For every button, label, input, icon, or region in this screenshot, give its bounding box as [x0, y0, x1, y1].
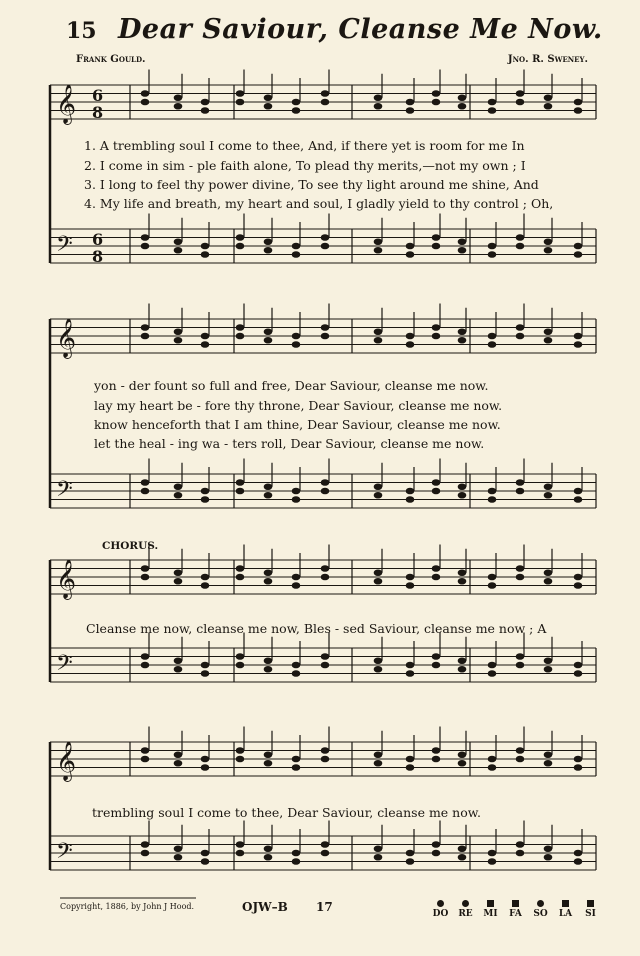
system-3-bass-note [201, 662, 210, 669]
lyricist-credit: Frank Gould. [76, 54, 146, 65]
system-3-bass-note [292, 670, 301, 677]
system-3-bass-note [236, 662, 245, 669]
system-1-bass-note [432, 243, 441, 250]
system-4-treble-note [574, 764, 583, 771]
system-3-treble-note [174, 578, 183, 585]
system-3-bass-note [432, 662, 441, 669]
system-1-bass-note [374, 247, 383, 254]
system-4-treble-note [321, 756, 330, 763]
system-1-bass-note [544, 238, 553, 245]
system-4-treble-note [321, 747, 330, 754]
system-4-treble-note [516, 756, 525, 763]
system-2-treble-note [174, 328, 183, 335]
system-2-treble-note [321, 324, 330, 331]
system-2-bass-note [374, 483, 383, 490]
system-3-treble-note [544, 578, 553, 585]
system-2-bass-note [264, 483, 273, 490]
bass-clef-icon: 𝄢 [56, 477, 73, 507]
system-2-treble-note [201, 341, 210, 348]
system-3-treble-note [321, 565, 330, 572]
system-2-bass-note [321, 488, 330, 495]
system-1-bass-note [201, 251, 210, 258]
system-4-treble-note [374, 760, 383, 767]
system-4-bass-note [574, 850, 583, 857]
treble-clef-icon: 𝄞 [56, 559, 77, 599]
system-2-bass-note [174, 483, 183, 490]
system-3-bass-note [458, 657, 467, 664]
system-3-treble-note [458, 569, 467, 576]
shape-note-icon [487, 900, 494, 907]
system-4-bass-note [174, 854, 183, 861]
system-3-treble-note [321, 574, 330, 581]
system-1-bass-note [406, 243, 415, 250]
system-4-treble-note [174, 751, 183, 758]
system-2-treble-note [574, 333, 583, 340]
system-2-treble-note [201, 333, 210, 340]
system-3-bass-note [374, 657, 383, 664]
system-3-bass-note [574, 670, 583, 677]
system-1-treble-note [574, 107, 583, 114]
system-3-bass-note [458, 666, 467, 673]
system-2-treble-note [264, 337, 273, 344]
system-4-treble-note [141, 756, 150, 763]
system-1-treble-note [374, 103, 383, 110]
system-4-bass-note [458, 854, 467, 861]
system-4-bass-note [321, 841, 330, 848]
system-1-bass-note [432, 234, 441, 241]
verse-line-3: know henceforth that I am thine, Dear Saviour, cleanse me now. [94, 417, 501, 432]
system-4-bass-note [201, 858, 210, 865]
system-4-treble-note [264, 751, 273, 758]
system-4-bass-note [516, 841, 525, 848]
chorus-lyric-line-2: trembling soul I come to thee, Dear Saviour, cleanse me now. [92, 805, 481, 820]
system-3-bass-note [432, 653, 441, 660]
system-1-treble-note [406, 107, 415, 114]
system-3-bass-note [236, 653, 245, 660]
system-4-treble-note [516, 747, 525, 754]
system-1-bass-note [321, 243, 330, 250]
system-1-bass-note [141, 234, 150, 241]
system-2-bass-note [141, 479, 150, 486]
system-1-treble-note [574, 99, 583, 106]
time-signature-bottom: 8 [92, 247, 104, 266]
system-1-bass-note [236, 234, 245, 241]
shape-note-icon [437, 900, 444, 907]
system-3-treble-note [236, 565, 245, 572]
system-4-bass-note [236, 841, 245, 848]
solfa-fa: FA [503, 900, 528, 919]
system-3-bass-note [488, 670, 497, 677]
system-4-treble-note [544, 751, 553, 758]
system-1-bass-note [321, 234, 330, 241]
system-2-bass-note [516, 488, 525, 495]
system-2-treble-note [432, 324, 441, 331]
system-1-bass-note [488, 251, 497, 258]
system-4-treble-note [488, 764, 497, 771]
time-signature-bottom: 8 [92, 103, 104, 122]
system-1-bass-note [458, 238, 467, 245]
system-1-treble-note [292, 107, 301, 114]
bass-clef-icon: 𝄢 [56, 651, 73, 681]
system-2-bass-note [488, 496, 497, 503]
system-3-bass-note [174, 657, 183, 664]
system-3-treble-note [292, 574, 301, 581]
system-1-treble-note [236, 99, 245, 106]
system-2-bass-note [544, 483, 553, 490]
system-2-bass-note [201, 488, 210, 495]
system-2-bass-note [574, 488, 583, 495]
system-1-bass-note [174, 238, 183, 245]
system-4-bass-note [264, 854, 273, 861]
system-3-treble-note [374, 578, 383, 585]
system-2-treble-note [488, 333, 497, 340]
system-2-bass-note [574, 496, 583, 503]
system-3-treble-note [488, 582, 497, 589]
system-2-treble-note [458, 337, 467, 344]
system-2-treble-note [236, 333, 245, 340]
system-1-treble-note [174, 103, 183, 110]
system-4-treble-note [432, 747, 441, 754]
system-1-treble-note [321, 99, 330, 106]
system-4-bass-note [544, 854, 553, 861]
system-2-bass-note [174, 492, 183, 499]
system-1-bass-note [201, 243, 210, 250]
system-2-treble-note [174, 337, 183, 344]
system-1-bass-note [544, 247, 553, 254]
system-4-treble-note [174, 760, 183, 767]
system-4-treble-note [406, 764, 415, 771]
system-1-bass-note [141, 243, 150, 250]
system-2-treble-note [488, 341, 497, 348]
system-1-treble-note [236, 90, 245, 97]
system-1-treble-note [516, 99, 525, 106]
system-3-bass-note [201, 670, 210, 677]
system-4-bass-note [292, 850, 301, 857]
shape-note-icon [537, 900, 544, 907]
system-4-bass-note [432, 850, 441, 857]
system-3-treble-note [264, 578, 273, 585]
system-2-treble-note [544, 337, 553, 344]
system-4-treble-note [264, 760, 273, 767]
shape-note-icon [462, 900, 469, 907]
system-3-bass-note [141, 662, 150, 669]
system-2-treble-note [516, 333, 525, 340]
system-3-bass-note [516, 653, 525, 660]
system-2-treble-note [321, 333, 330, 340]
system-2-bass-note [516, 479, 525, 486]
system-1-bass-note [574, 243, 583, 250]
system-4-bass-note [488, 858, 497, 865]
verse-line-1: yon - der fount so full and free, Dear Saviour, cleanse me now. [94, 378, 489, 393]
system-1-bass-note [406, 251, 415, 258]
system-1-treble-note [432, 90, 441, 97]
page-number: 17 [316, 900, 333, 914]
system-1-bass-note [374, 238, 383, 245]
system-1-treble-note [516, 90, 525, 97]
system-2-bass-note [236, 479, 245, 486]
system-4-treble-note [432, 756, 441, 763]
system-4-treble-note [236, 756, 245, 763]
system-3-treble-note [141, 574, 150, 581]
system-4-bass-note [141, 850, 150, 857]
shape-note-icon [587, 900, 594, 907]
system-3-bass-note [292, 662, 301, 669]
verse-line-2: 2. I come in sim - ple faith alone, To plead thy merits,—not my own ; I [84, 158, 526, 173]
solfa-si: SI [578, 900, 603, 919]
system-3-bass-note [488, 662, 497, 669]
system-4-treble-note [201, 764, 210, 771]
system-2-treble-note [141, 333, 150, 340]
system-3-treble-note [544, 569, 553, 576]
system-4-bass-note [236, 850, 245, 857]
system-1-treble-note [174, 94, 183, 101]
solfa-legend [428, 900, 603, 919]
system-2-bass-note [406, 488, 415, 495]
system-3-treble-note [374, 569, 383, 576]
system-3-bass-note [264, 666, 273, 673]
system-2-treble-note [406, 341, 415, 348]
system-4-bass-note [432, 841, 441, 848]
system-3-treble-note [488, 574, 497, 581]
system-3-treble-note [236, 574, 245, 581]
system-2-treble-note [516, 324, 525, 331]
system-2-bass-note [292, 488, 301, 495]
system-1-treble-note [488, 99, 497, 106]
system-3-treble-note [516, 565, 525, 572]
system-2-bass-note [264, 492, 273, 499]
system-2-treble-note [432, 333, 441, 340]
chorus-lyric-line-1: Cleanse me now, cleanse me now, Bles - sed Saviour, cleanse me now ; A [86, 621, 547, 636]
system-4-treble-note [236, 747, 245, 754]
system-3-bass-note [174, 666, 183, 673]
system-4-treble-note [141, 747, 150, 754]
system-3-bass-note [574, 662, 583, 669]
system-2-treble-note [292, 333, 301, 340]
system-1-treble-note [201, 99, 210, 106]
system-2-treble-note [458, 328, 467, 335]
system-2-bass-note [236, 488, 245, 495]
system-2-treble-note [374, 328, 383, 335]
system-2-treble-note [264, 328, 273, 335]
verse-line-2: lay my heart be - fore thy throne, Dear Saviour, cleanse me now. [94, 398, 503, 413]
system-4-bass-note [374, 845, 383, 852]
verse-line-4: let the heal - ing wa - ters roll, Dear Saviour, cleanse me now. [94, 436, 485, 451]
system-2-bass-note [458, 483, 467, 490]
system-1-treble-note [488, 107, 497, 114]
system-2-bass-note [544, 492, 553, 499]
system-1-treble-note [292, 99, 301, 106]
system-3-bass-note [264, 657, 273, 664]
system-4-treble-note [201, 756, 210, 763]
system-4-bass-note [516, 850, 525, 857]
system-3-treble-note [458, 578, 467, 585]
treble-clef-icon: 𝄞 [56, 84, 77, 124]
system-4-treble-note [544, 760, 553, 767]
system-3-treble-note [432, 574, 441, 581]
system-2-bass-note [432, 488, 441, 495]
system-3-bass-note [406, 662, 415, 669]
system-1-treble-note [544, 94, 553, 101]
shape-note-icon [562, 900, 569, 907]
system-3-treble-note [406, 574, 415, 581]
solfa-mi: MI [478, 900, 503, 919]
system-4-treble-note [458, 751, 467, 758]
solfa-so: SO [528, 900, 553, 919]
system-2-bass-note [406, 496, 415, 503]
system-1-bass-note [292, 243, 301, 250]
system-4-treble-note [406, 756, 415, 763]
system-1-treble-note [201, 107, 210, 114]
system-4-treble-note [488, 756, 497, 763]
solfa-la: LA [553, 900, 578, 919]
system-4-bass-note [321, 850, 330, 857]
copyright-notice: Copyright, 1886, by John J Hood. [60, 902, 195, 911]
system-2-bass-note [432, 479, 441, 486]
system-2-bass-note [201, 496, 210, 503]
system-1-treble-note [544, 103, 553, 110]
system-3-treble-note [406, 582, 415, 589]
system-1-bass-note [174, 247, 183, 254]
hymn-title: Dear Saviour, Cleanse Me Now. [118, 14, 603, 45]
system-2-treble-note [236, 324, 245, 331]
system-1-bass-note [264, 247, 273, 254]
system-3-bass-note [321, 662, 330, 669]
treble-clef-icon: 𝄞 [56, 318, 77, 358]
system-2-treble-note [292, 341, 301, 348]
system-4-bass-note [201, 850, 210, 857]
system-4-bass-note [458, 845, 467, 852]
bass-clef-icon: 𝄢 [56, 232, 73, 262]
system-3-treble-note [141, 565, 150, 572]
system-3-treble-note [574, 582, 583, 589]
system-1-treble-note [458, 103, 467, 110]
system-2-treble-note [374, 337, 383, 344]
system-3-bass-note [321, 653, 330, 660]
system-4-bass-note [574, 858, 583, 865]
system-1-bass-note [264, 238, 273, 245]
system-4-bass-note [264, 845, 273, 852]
system-1-treble-note [141, 99, 150, 106]
solfa-re: RE [453, 900, 478, 919]
system-2-bass-note [374, 492, 383, 499]
system-4-bass-note [174, 845, 183, 852]
system-1-bass-note [488, 243, 497, 250]
system-2-bass-note [292, 496, 301, 503]
system-4-bass-note [406, 858, 415, 865]
system-1-treble-note [321, 90, 330, 97]
system-4-treble-note [374, 751, 383, 758]
system-1-treble-note [432, 99, 441, 106]
system-1-bass-note [458, 247, 467, 254]
system-3-bass-note [406, 670, 415, 677]
system-3-treble-note [292, 582, 301, 589]
system-3-treble-note [516, 574, 525, 581]
verse-line-1: 1. A trembling soul I come to thee, And, if there yet is room for me In [84, 138, 525, 153]
system-4-treble-note [292, 756, 301, 763]
system-4-bass-note [406, 850, 415, 857]
system-1-bass-note [292, 251, 301, 258]
system-3-treble-note [432, 565, 441, 572]
system-4-bass-note [141, 841, 150, 848]
system-3-bass-note [374, 666, 383, 673]
system-1-bass-note [516, 234, 525, 241]
system-3-treble-note [201, 582, 210, 589]
system-3-bass-note [544, 657, 553, 664]
system-3-treble-note [201, 574, 210, 581]
system-3-treble-note [264, 569, 273, 576]
hymn-number: 15 [66, 18, 97, 44]
system-1-treble-note [406, 99, 415, 106]
solfa-do: DO [428, 900, 453, 919]
shape-note-icon [512, 900, 519, 907]
bass-clef-icon: 𝄢 [56, 839, 73, 869]
system-2-bass-note [488, 488, 497, 495]
system-4-treble-note [574, 756, 583, 763]
system-2-treble-note [544, 328, 553, 335]
system-4-treble-note [292, 764, 301, 771]
chorus-label: CHORUS. [102, 540, 159, 552]
system-1-treble-note [458, 94, 467, 101]
system-2-treble-note [574, 341, 583, 348]
time-signature-top: 6 [92, 230, 104, 249]
system-2-bass-note [458, 492, 467, 499]
verse-line-4: 4. My life and breath, my heart and soul, I gladly yield to thy control ; Oh, [84, 196, 554, 211]
system-3-treble-note [174, 569, 183, 576]
system-1-treble-note [141, 90, 150, 97]
system-3-bass-note [141, 653, 150, 660]
system-2-treble-note [141, 324, 150, 331]
system-4-bass-note [488, 850, 497, 857]
system-4-treble-note [458, 760, 467, 767]
system-3-bass-note [516, 662, 525, 669]
system-1-treble-note [264, 94, 273, 101]
system-1-bass-note [236, 243, 245, 250]
system-2-bass-note [141, 488, 150, 495]
verse-line-3: 3. I long to feel thy power divine, To see thy light around me shine, And [84, 177, 539, 192]
time-signature-top: 6 [92, 86, 104, 105]
system-1-treble-note [264, 103, 273, 110]
system-3-treble-note [574, 574, 583, 581]
system-4-bass-note [292, 858, 301, 865]
treble-clef-icon: 𝄞 [56, 741, 77, 781]
system-2-treble-note [406, 333, 415, 340]
system-3-bass-note [544, 666, 553, 673]
system-1-bass-note [516, 243, 525, 250]
system-4-bass-note [374, 854, 383, 861]
system-1-treble-note [374, 94, 383, 101]
system-1-bass-note [574, 251, 583, 258]
system-4-bass-note [544, 845, 553, 852]
book-code: OJW–B [242, 900, 288, 914]
system-2-bass-note [321, 479, 330, 486]
composer-credit: Jno. R. Sweney. [507, 54, 588, 65]
